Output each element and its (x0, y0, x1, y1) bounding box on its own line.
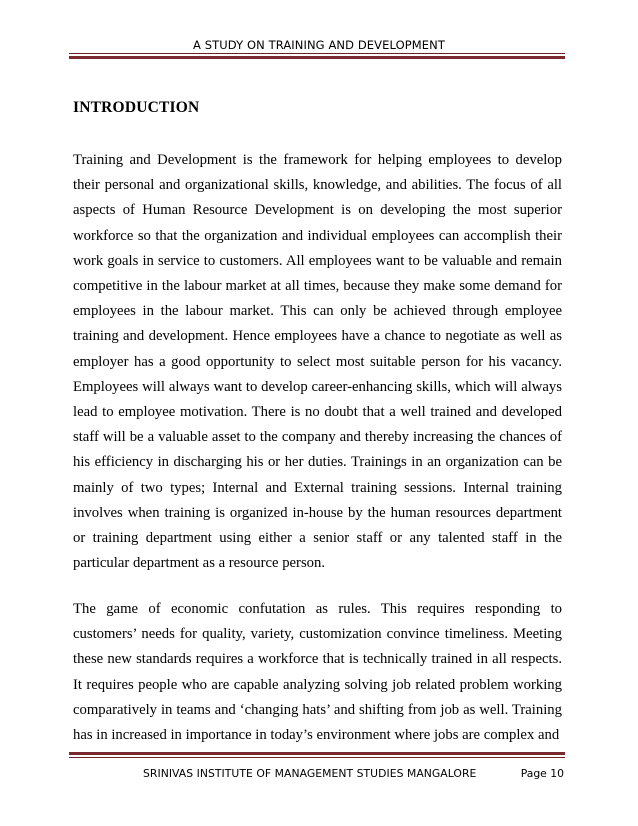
footer-divider-thick (69, 752, 565, 755)
section-heading: INTRODUCTION (73, 99, 200, 116)
header-divider-thin (69, 53, 565, 54)
footer-institute-name: SRINIVAS INSTITUTE OF MANAGEMENT STUDIES MANGALORE (143, 767, 477, 780)
header-divider-thick (69, 56, 565, 59)
footer-divider-thin (69, 757, 565, 758)
paragraph-economic-competition: The game of economic confutation as rules. This requires responding to customers’ needs for quality, variety, customization convince timeliness. Meeting these new standards requires a workforce that is technically trained in all respects. It requires people who are capable analyzing solving job related problem working comparatively in teams and ‘changing hats’ and shifting from job as well. Training has in increased in importance in today’s environment where jobs are complex and (73, 601, 562, 744)
page-number: Page 10 (520, 767, 564, 780)
paragraph-introduction: Training and Development is the framework for helping employees to develop their personal and organizational skills, knowledge, and abilities. The focus of all aspects of Human Resource Development is on developing the most superior workforce so that the organization and individual employees can accomplish their work goals in service to customers. All employees want to be valuable and remain competitive in the labour market at all times, because they make some demand for employees in the labour market. This can only be achieved through employee training and development. Hence employees have a chance to negotiate as well as employer has a good opportunity to select most suitable person for his vacancy. Employees will always want to develop career-enhancing skills, which will always lead to employee motivation. There is no doubt that a well trained and developed staff will be a valuable asset to the company and thereby increasing the chances of his efficiency in discharging his or her duties. Trainings in an organization can be mainly of two types; Internal and External training sessions. Internal training involves when training is organized in-house by the human resources department or training department using either a senior staff or any talented staff in the particular department as a resource person. (73, 152, 562, 572)
page-header-title: A STUDY ON TRAINING AND DEVELOPMENT (193, 38, 445, 52)
